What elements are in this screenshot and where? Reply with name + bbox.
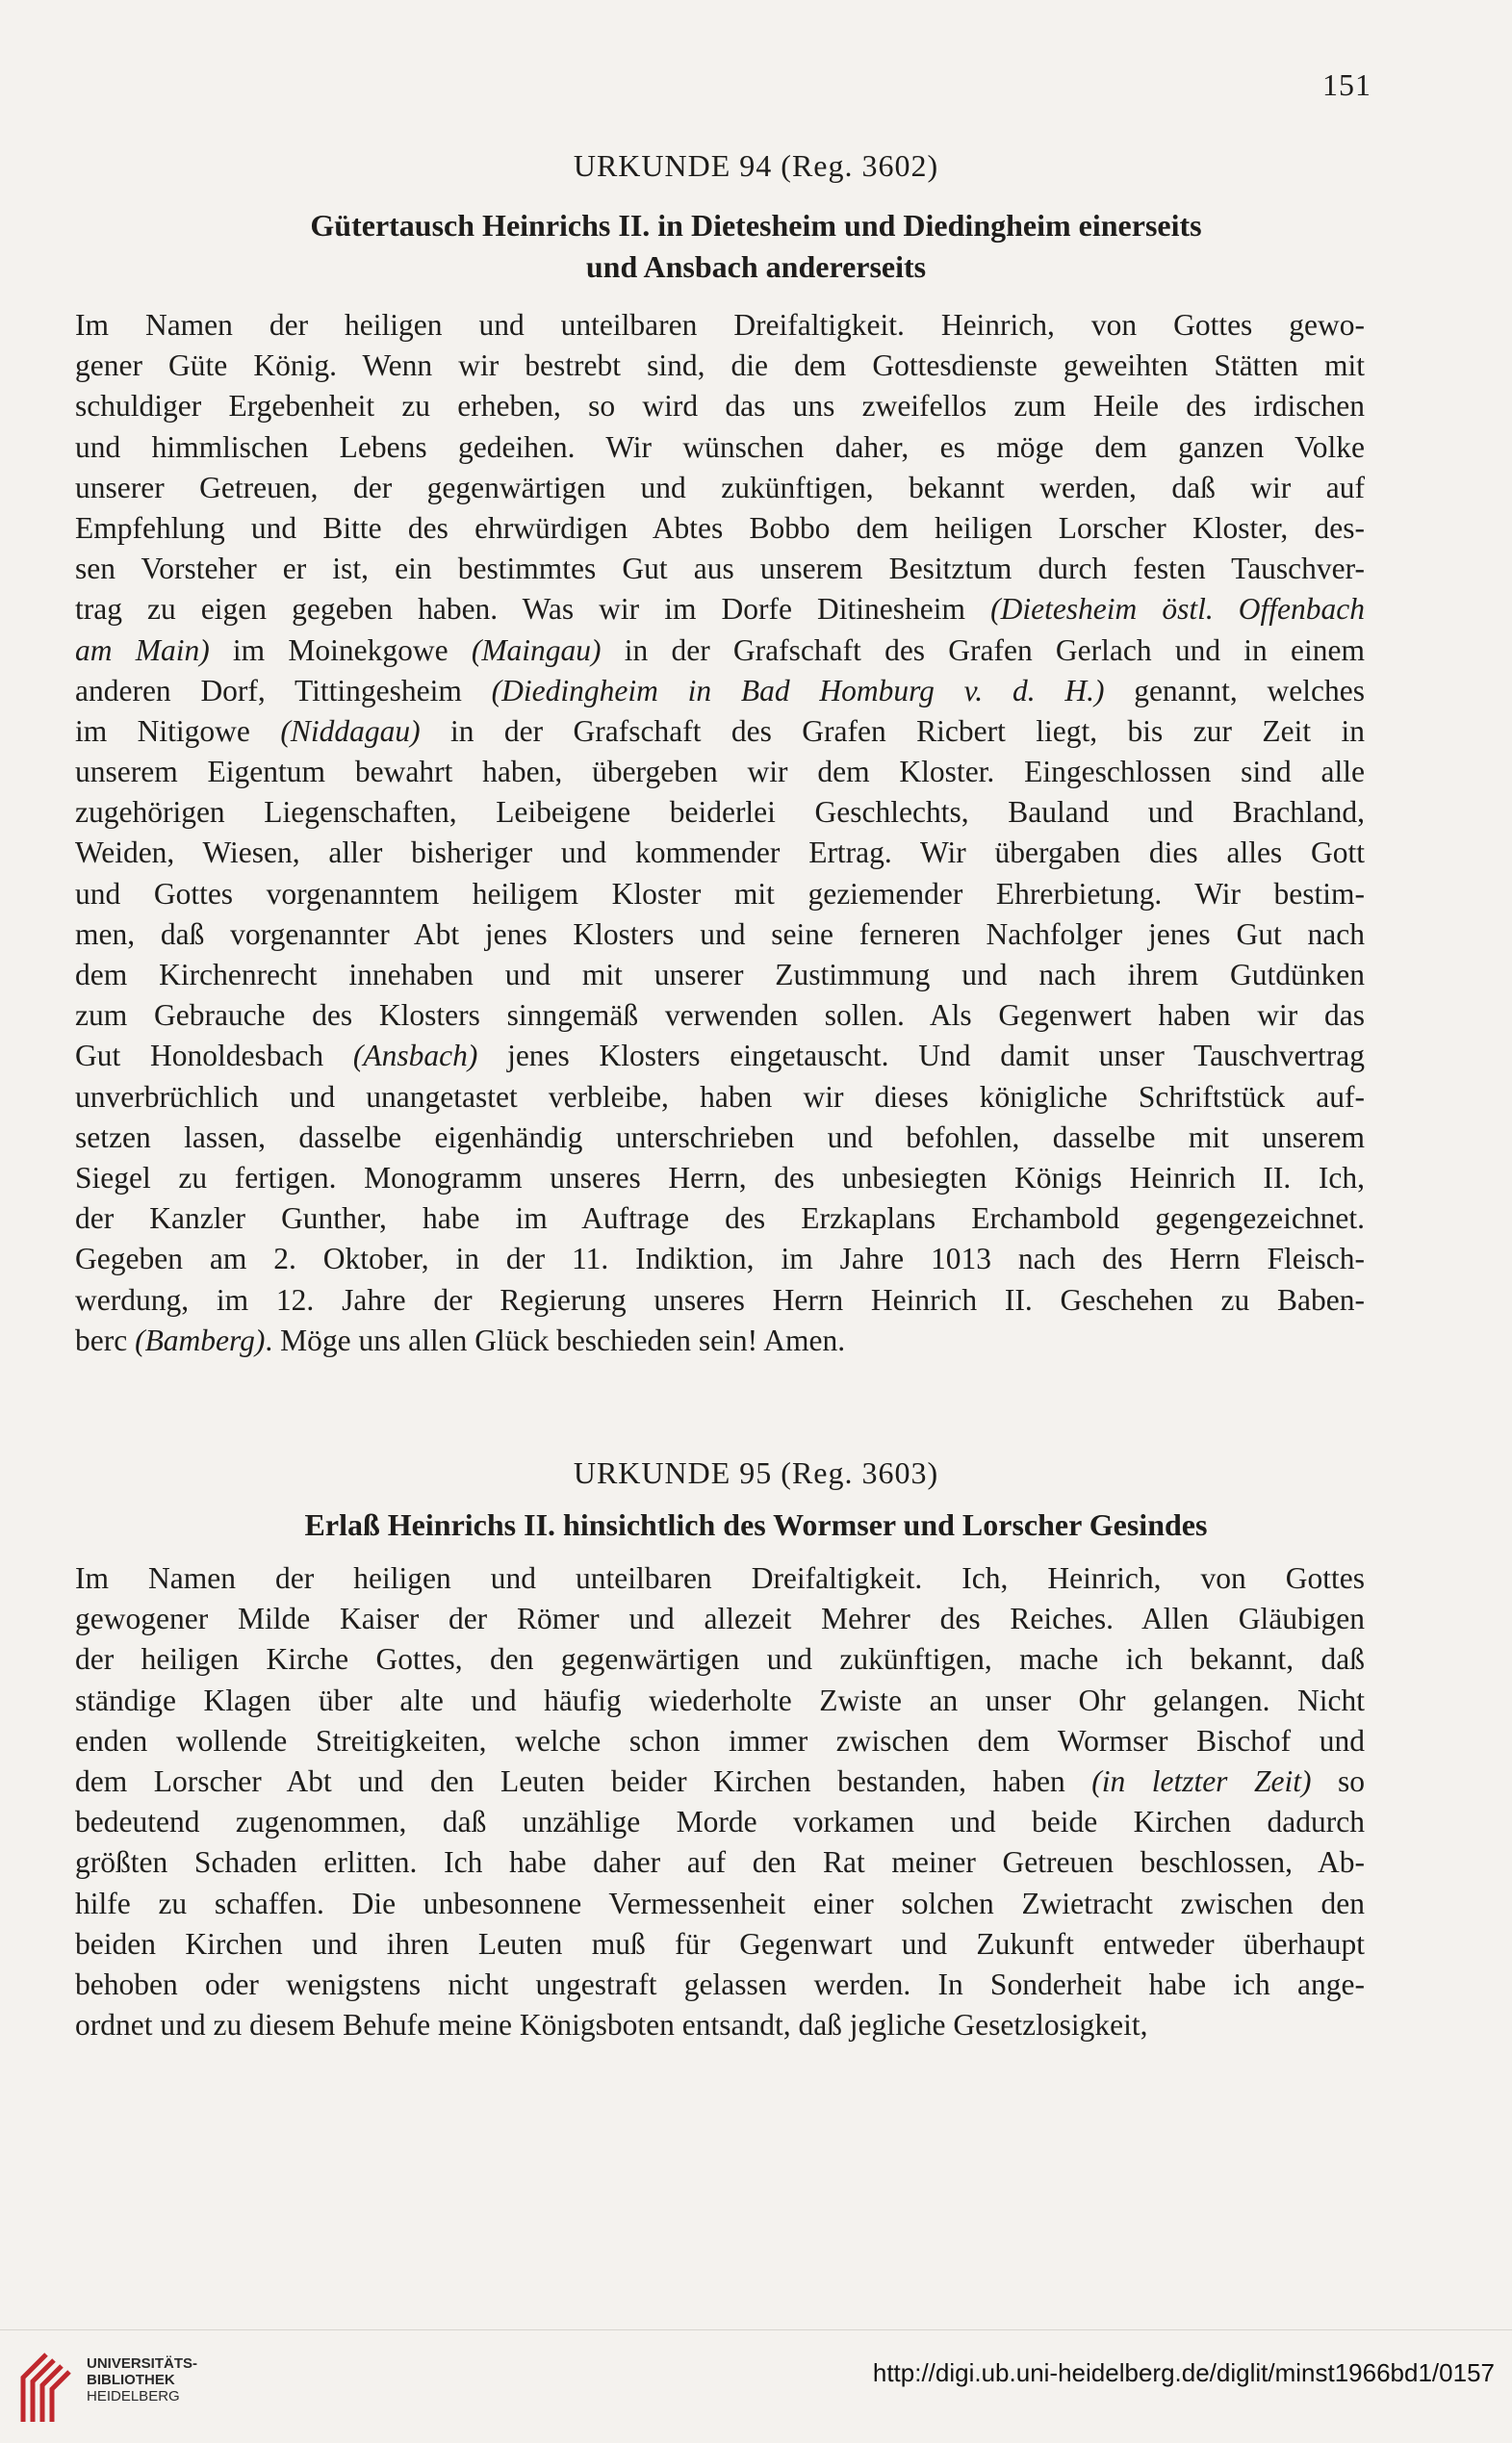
text-segment: Gut Honoldesbach	[75, 1039, 353, 1073]
library-name-line-1: UNIVERSITÄTS-	[87, 2355, 198, 2372]
text-line	[75, 1118, 1365, 1158]
text-line	[75, 1924, 1365, 1965]
text-line	[75, 305, 1365, 346]
urkunde-94-title-line-1: Gütertausch Heinrichs II. in Dietesheim und Diedingheim einerseits	[310, 208, 1202, 243]
italic-annotation: (Niddagau)	[280, 713, 421, 748]
text-segment: gener Güte König. Wenn wir bestrebt sind, die dem Gottesdienste geweihten Stätten mit	[75, 348, 1365, 383]
text-line	[75, 874, 1365, 914]
text-segment: men, daß vorgenannter Abt jenes Klosters und seine ferneren Nachfolger jenes Gut nach	[75, 916, 1365, 951]
text-segment: dem Lorscher Abt und den Leuten beider Kirchen bestanden, haben	[75, 1763, 1092, 1798]
text-line	[75, 1599, 1365, 1639]
text-segment: Gegeben am 2. Oktober, in der 11. Indiktion, im Jahre 1013 nach des Herrn Fleisch-	[75, 1242, 1365, 1276]
text-segment: Im Namen der heiligen und unteilbaren Dreifaltigkeit. Ich, Heinrich, von Gottes	[75, 1561, 1365, 1595]
text-segment: trag zu eigen gegeben haben. Was wir im Dorfe Ditinesheim	[75, 592, 991, 627]
italic-annotation: (in letzter Zeit)	[1091, 1763, 1312, 1798]
italic-annotation: am Main)	[75, 632, 210, 667]
text-segment: so	[1311, 1763, 1365, 1798]
text-line	[75, 833, 1365, 873]
text-segment: größten Schaden erlitten. Ich habe daher auf den Rat meiner Getreuen beschlossen, Ab-	[75, 1845, 1365, 1880]
text-line	[75, 589, 1365, 630]
text-segment: sen Vorsteher er ist, ein bestimmtes Gut aus unserem Besitztum durch festen Tauschver-	[75, 552, 1365, 586]
urkunde-94-body	[75, 305, 1365, 1361]
text-segment: werdung, im 12. Jahre der Regierung unseres Herrn Heinrich II. Geschehen zu Baben-	[75, 1282, 1365, 1317]
footer-divider	[0, 2329, 1512, 2330]
text-line	[75, 914, 1365, 955]
library-name-line-3: HEIDELBERG	[87, 2388, 180, 2404]
text-line	[75, 1965, 1365, 2005]
text-segment: hilfe zu schaffen. Die unbesonnene Vermessenheit einer solchen Zwietracht zwischen den	[75, 1886, 1365, 1920]
italic-annotation: (Dietesheim östl. Offenbach	[990, 592, 1366, 627]
text-segment: jenes Klosters eingetauscht. Und damit unser Tauschvertrag	[477, 1039, 1365, 1073]
text-segment: zum Gebrauche des Klosters sinngemäß verwenden sollen. Als Gegenwert haben wir das	[75, 998, 1365, 1033]
text-line	[75, 346, 1365, 386]
urkunde-95-body	[75, 1558, 1365, 2045]
text-line	[75, 2005, 1365, 2045]
text-line	[75, 1681, 1365, 1721]
italic-annotation: (Ansbach)	[352, 1039, 478, 1073]
text-line	[75, 468, 1365, 508]
library-name	[87, 2355, 197, 2404]
text-line	[75, 1762, 1365, 1802]
source-url-link[interactable]: http://digi.ub.uni-heidelberg.de/diglit/minst1966bd1/0157	[872, 2358, 1495, 2387]
text-segment: unverbrüchlich und unangetastet verbleibe, haben wir dieses königliche Schriftstück auf-	[75, 1079, 1365, 1114]
text-line	[75, 427, 1365, 468]
text-segment: . Möge uns allen Glück beschieden sein! Amen.	[265, 1323, 846, 1357]
text-line	[75, 1158, 1365, 1198]
text-segment: anderen Dorf, Tittingesheim	[75, 673, 492, 707]
urkunde-95-heading: URKUNDE 95 (Reg. 3603)	[573, 1455, 939, 1490]
urkunde-95-title: Erlaß Heinrichs II. hinsichtlich des Wormser und Lorscher Gesindes	[304, 1507, 1208, 1542]
text-segment: zugehörigen Liegenschaften, Leibeigene beiderlei Geschlechts, Bauland und Brachland,	[75, 795, 1365, 830]
text-line	[75, 1280, 1365, 1321]
text-line	[75, 508, 1365, 549]
text-segment: enden wollende Streitigkeiten, welche schon immer zwischen dem Wormser Bischof und	[75, 1723, 1365, 1758]
text-segment: und Gottes vorgenanntem heiligem Kloster mit geziemender Ehrerbietung. Wir bestim-	[75, 876, 1365, 911]
text-segment: Siegel zu fertigen. Monogramm unseres Herrn, des unbesiegten Königs Heinrich II. Ich,	[75, 1160, 1365, 1195]
italic-annotation: (Maingau)	[471, 632, 602, 667]
text-line	[75, 1198, 1365, 1239]
text-line	[75, 792, 1365, 833]
text-segment: ständige Klagen über alte und häufig wiederholte Zwiste an unser Ohr gelangen. Nicht	[75, 1683, 1365, 1717]
text-segment: unserem Eigentum bewahrt haben, übergeben wir dem Kloster. Eingeschlossen sind alle	[75, 755, 1365, 789]
text-segment: Empfehlung und Bitte des ehrwürdigen Abtes Bobbo dem heiligen Lorscher Kloster, des-	[75, 510, 1365, 545]
text-line	[75, 671, 1365, 711]
text-segment: und himmlischen Lebens gedeihen. Wir wünschen daher, es möge dem ganzen Volke	[75, 429, 1365, 464]
text-segment: genannt, welches	[1104, 673, 1365, 707]
text-line	[75, 1321, 1365, 1361]
text-segment: behoben oder wenigstens nicht ungestraft gelassen werden. In Sonderheit habe ich ange-	[75, 1967, 1365, 2001]
urkunde-94-heading: URKUNDE 94 (Reg. 3602)	[573, 148, 939, 183]
text-segment: ordnet und zu diesem Behufe meine Königsboten entsandt, daß jegliche Gesetzlosigkeit,	[75, 2008, 1148, 2043]
text-segment: der heiligen Kirche Gottes, den gegenwärtigen und zukünftigen, mache ich bekannt, daß	[75, 1642, 1365, 1677]
text-line	[75, 1721, 1365, 1762]
text-line	[75, 1802, 1365, 1842]
page-number: 151	[1322, 67, 1371, 102]
text-line	[75, 1036, 1365, 1076]
ub-heidelberg-logo-icon	[17, 2339, 77, 2428]
text-line	[75, 630, 1365, 671]
text-segment: im Nitigowe	[75, 713, 281, 748]
text-segment: gewogener Milde Kaiser der Römer und allezeit Mehrer des Reiches. Allen Gläubigen	[75, 1602, 1365, 1636]
text-segment: bedeutend zugenommen, daß unzählige Morde vorkamen und beide Kirchen dadurch	[75, 1805, 1365, 1839]
text-line	[75, 386, 1365, 426]
text-segment: schuldiger Ergebenheit zu erheben, so wird das uns zweifellos zum Heile des irdischen	[75, 389, 1365, 424]
italic-annotation: (Diedingheim in Bad Homburg v. d. H.)	[491, 673, 1105, 707]
text-line	[75, 1842, 1365, 1883]
text-segment: Im Namen der heiligen und unteilbaren Dreifaltigkeit. Heinrich, von Gottes gewo-	[75, 308, 1365, 342]
text-line	[75, 1884, 1365, 1924]
text-line	[75, 1558, 1365, 1599]
text-line	[75, 549, 1365, 589]
italic-annotation: (Bamberg)	[135, 1323, 266, 1357]
text-segment: dem Kirchenrecht innehaben und mit unserer Zustimmung und nach ihrem Gutdünken	[75, 958, 1365, 991]
text-segment: der Kanzler Gunther, habe im Auftrage des Erzkaplans Erchambold gegengezeichnet.	[75, 1201, 1365, 1236]
text-line	[75, 711, 1365, 752]
text-line	[75, 1239, 1365, 1279]
text-segment: beiden Kirchen und ihren Leuten muß für Gegenwart und Zukunft entweder überhaupt	[75, 1926, 1365, 1961]
text-segment: setzen lassen, dasselbe eigenhändig unterschrieben und befohlen, dasselbe mit unserem	[75, 1119, 1365, 1154]
text-segment: im Moinekgowe	[209, 632, 472, 667]
library-name-line-2: BIBLIOTHEK	[87, 2372, 175, 2388]
text-line	[75, 995, 1365, 1036]
text-line	[75, 1077, 1365, 1118]
text-segment: unserer Getreuen, der gegenwärtigen und zukünftigen, bekannt werden, daß wir auf	[75, 470, 1365, 504]
urkunde-94-title-line-2: und Ansbach andererseits	[585, 249, 927, 284]
text-line	[75, 955, 1365, 995]
text-line	[75, 752, 1365, 792]
text-segment: berc	[75, 1323, 136, 1357]
text-segment: in der Grafschaft des Grafen Ricbert liegt, bis zur Zeit in	[420, 713, 1365, 748]
text-segment: in der Grafschaft des Grafen Gerlach und in einem	[601, 632, 1365, 667]
text-segment: Weiden, Wiesen, aller bisheriger und kommender Ertrag. Wir übergaben dies alles Gott	[75, 836, 1365, 870]
text-line	[75, 1639, 1365, 1680]
